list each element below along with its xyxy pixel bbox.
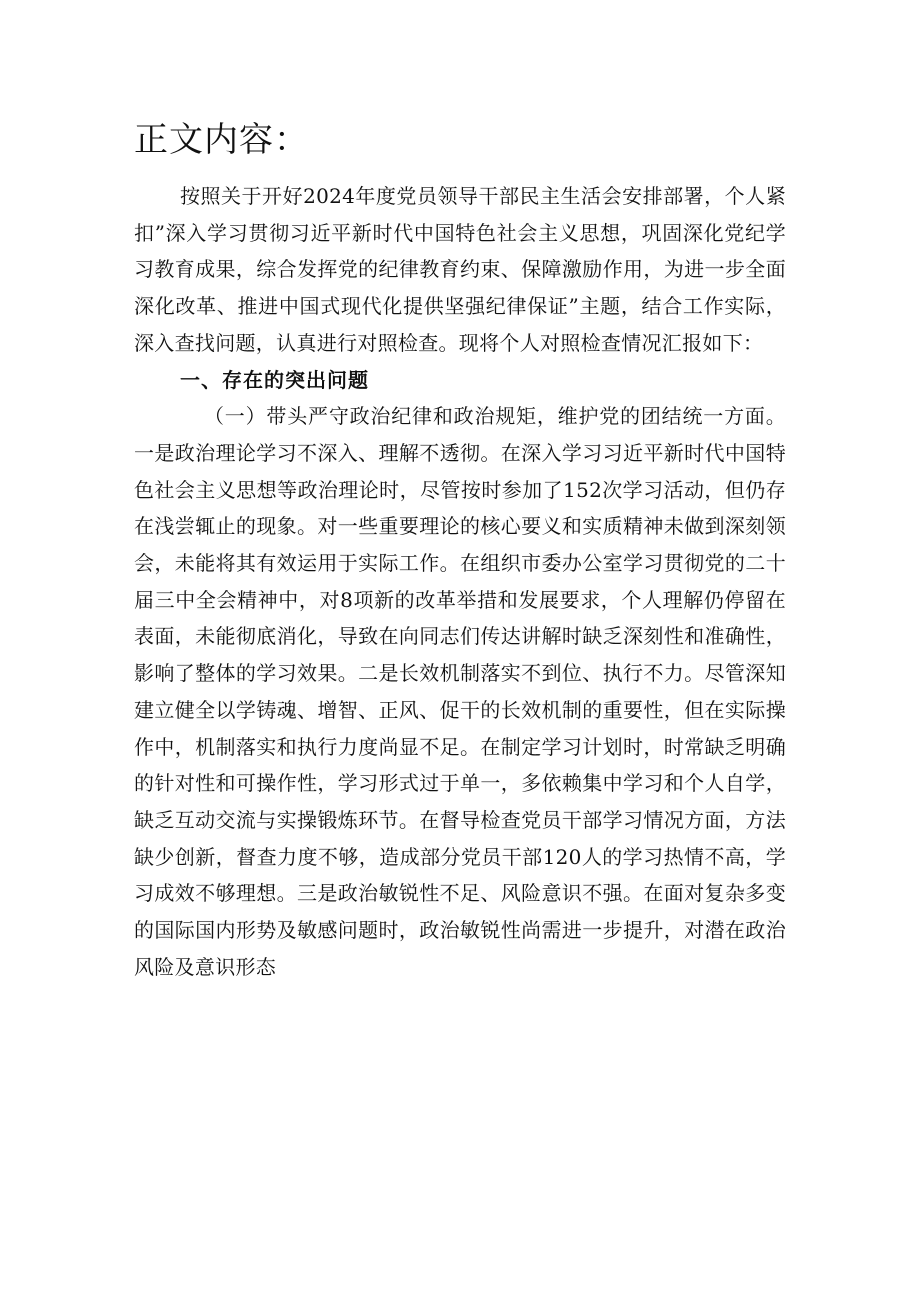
- document-title: 正文内容：: [134, 120, 309, 160]
- section-heading: 一、存在的突出问题: [180, 367, 369, 392]
- subsection-paragraph: （一）带头严守政治纪律和政治规矩，维护党的团结统一方面。一是政治理论学习不深入、理解不透彻。在深入学习习近平新时代中国特色社会主义思想等政治理论时，尽管按时参加了152次学习活动，但仍存在浅尝辄止的现象。对一些重要理论的核心要义和实质精神未做到深刻领会，未能将其有效运用于实际工作。在组织市委办公室学习贯彻党的二十届三中全会精神中，对8项新的改革举措和发展要求，个人理解仍停留在表面，未能彻底消化，导致在向同志们传达讲解时缺乏深刻性和准确性，影响了整体的学习效果。二是长效机制落实不到位、执行不力。尽管深知建立健全以学铸魂、增智、正风、促干的长效机制的重要性，但在实际操作中，机制落实和执行力度尚显不足。在制定学习计划时，时常缺乏明确的针对性和可操作性，学习形式过于单一，多依赖集中学习和个人自学，缺乏互动交流与实操锻炼环节。在督导检查党员干部学习情况方面，方法缺少创新，督查力度不够，造成部分党员干部120人的学习热情不高，学习成效不够理想。三是政治敏锐性不足、风险意识不强。在面对复杂多变的国际国内形势及敏感问题时，政治敏锐性尚需进一步提升，对潜在政治风险及意识形态: [134, 404, 786, 979]
- intro-paragraph: 按照关于开好2024年度党员领导干部民主生活会安排部署，个人紧扣”深入学习贯彻习近平新时代中国特色社会主义思想，巩固深化党纪学习教育成果，综合发挥党的纪律教育约束、保障激励作用，为进一步全面深化改革、推进中国式现代化提供坚强纪律保证”主题，结合工作实际，深入查找问题，认真进行对照检查。现将个人对照检查情况汇报如下：: [134, 184, 786, 355]
- document-body: [134, 178, 786, 985]
